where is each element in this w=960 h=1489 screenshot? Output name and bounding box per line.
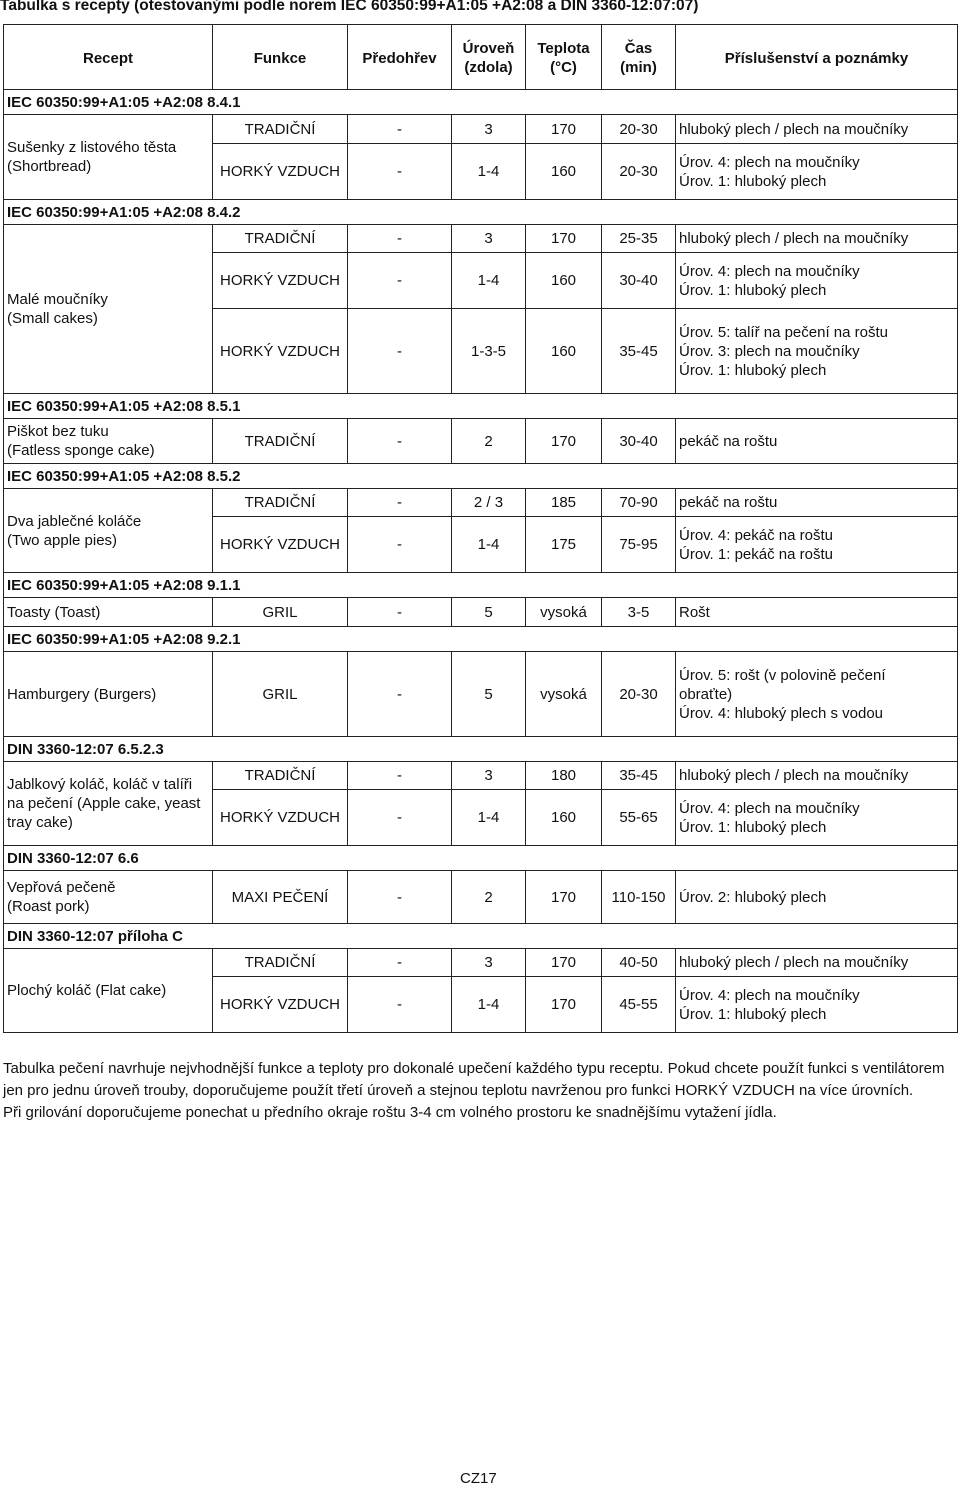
time-cell: 75-95: [602, 517, 676, 573]
note-line: Úrov. 1: hluboký plech: [679, 818, 827, 836]
section-heading-row: [4, 464, 958, 489]
time-cell: 20-30: [602, 115, 676, 144]
function-cell: HORKÝ VZDUCH: [213, 977, 348, 1033]
note-line: obraťte): [679, 685, 733, 703]
table-header-row: [4, 25, 958, 90]
section-heading: DIN 3360-12:07 příloha C: [4, 924, 958, 949]
temperature-cell: 160: [526, 253, 602, 309]
notes-cell: [676, 115, 958, 144]
section-heading: IEC 60350:99+A1:05 +A2:08 8.5.1: [4, 394, 958, 419]
note-line: pekáč na roštu: [679, 432, 778, 450]
recipe-name-line: Toasty (Toast): [7, 603, 101, 621]
recipe-name-line: (Small cakes): [7, 310, 98, 327]
page-title: Tabulka s recepty (otestovanými podle norem IEC 60350:99+A1:05 +A2:08 a DIN 3360-12:07:07): [0, 0, 699, 14]
note-line: Rošt: [679, 603, 710, 621]
preheat-cell: -: [348, 790, 452, 846]
recipe-name-line: Vepřová pečeně: [7, 879, 116, 896]
preheat-cell: -: [348, 977, 452, 1033]
temperature-cell: 185: [526, 489, 602, 517]
footer-notes: [3, 1058, 957, 1124]
recipe-name-line: (Fatless sponge cake): [7, 442, 155, 459]
function-cell: TRADIČNÍ: [213, 419, 348, 464]
note-line: Úrov. 1: hluboký plech: [679, 172, 827, 190]
note-line: Úrov. 1: hluboký plech: [679, 281, 827, 299]
temperature-cell: 175: [526, 517, 602, 573]
level-cell: 2: [452, 419, 526, 464]
level-cell: 1-4: [452, 253, 526, 309]
footer-paragraph: Při grilování doporučujeme ponechat u předního okraje roštu 3-4 cm volného prostoru ke snadnějšímu vytažení jídla.: [3, 1104, 777, 1121]
note-line: hluboký plech / plech na moučníky: [679, 954, 909, 971]
notes-cell: [676, 253, 958, 309]
function-cell: HORKÝ VZDUCH: [213, 144, 348, 200]
recipe-name-line: (Two apple pies): [7, 531, 118, 549]
note-line: Úrov. 3: plech na moučníky: [679, 342, 860, 360]
table-row: [4, 871, 958, 924]
header-predohrev: Předohřev: [348, 25, 452, 90]
time-cell: 45-55: [602, 977, 676, 1033]
recipe-name-line: Jablkový koláč, koláč v talíři: [7, 776, 193, 793]
note-line: pekáč na roštu: [679, 494, 778, 511]
recipe-name-line: (Shortbread): [7, 158, 92, 175]
section-heading-row: [4, 200, 958, 225]
level-cell: 3: [452, 762, 526, 790]
notes-cell: [676, 762, 958, 790]
recipe-name-line: Hamburgery (Burgers): [7, 685, 157, 703]
function-cell: TRADIČNÍ: [213, 489, 348, 517]
time-cell: 40-50: [602, 949, 676, 977]
footer-paragraph: Tabulka pečení navrhuje nejvhodnější funkce a teploty pro dokonalé upečení každého typu receptu. Pokud chcete použít funkci s ventilátorem jen pro jednu úroveň trouby, doporučujeme použít třetí úroveň a stejnou teplotu navrženou pro funkci HORKÝ VZDUCH na více úrovních.: [3, 1060, 945, 1099]
recipe-name: [4, 225, 213, 394]
note-line: Úrov. 4: hluboký plech s vodou: [679, 704, 884, 722]
table-row: [4, 489, 958, 517]
header-uroven: Úroveň (zdola): [452, 25, 526, 90]
time-cell: 20-30: [602, 144, 676, 200]
section-heading-row: [4, 394, 958, 419]
notes-cell: [676, 489, 958, 517]
temperature-cell: vysoká: [526, 598, 602, 627]
note-line: hluboký plech / plech na moučníky: [679, 120, 909, 138]
level-cell: 1-4: [452, 977, 526, 1033]
temperature-cell: 170: [526, 419, 602, 464]
header-cas: Čas (min): [602, 25, 676, 90]
level-cell: 1-4: [452, 517, 526, 573]
level-cell: 2: [452, 871, 526, 924]
function-cell: MAXI PEČENÍ: [213, 871, 348, 924]
section-heading: DIN 3360-12:07 6.6: [4, 846, 958, 871]
table-row: [4, 598, 958, 627]
notes-cell: [676, 977, 958, 1033]
level-cell: 1-3-5: [452, 309, 526, 394]
notes-cell: [676, 144, 958, 200]
recipe-name: [4, 871, 213, 924]
note-line: Úrov. 1: hluboký plech: [679, 1005, 827, 1023]
time-cell: 3-5: [602, 598, 676, 627]
table-row: [4, 115, 958, 144]
recipe-name: [4, 489, 213, 573]
notes-cell: [676, 871, 958, 924]
notes-cell: [676, 949, 958, 977]
preheat-cell: -: [348, 253, 452, 309]
preheat-cell: -: [348, 652, 452, 737]
level-cell: 2 / 3: [452, 489, 526, 517]
level-cell: 1-4: [452, 144, 526, 200]
table-row: [4, 949, 958, 977]
function-cell: TRADIČNÍ: [213, 225, 348, 253]
note-line: Úrov. 1: pekáč na roštu: [679, 545, 833, 563]
recipe-name: [4, 598, 213, 627]
section-heading: DIN 3360-12:07 6.5.2.3: [4, 737, 958, 762]
preheat-cell: -: [348, 144, 452, 200]
temperature-cell: 170: [526, 225, 602, 253]
note-line: Úrov. 4: pekáč na roštu: [679, 526, 833, 544]
preheat-cell: -: [348, 309, 452, 394]
preheat-cell: -: [348, 115, 452, 144]
level-cell: 5: [452, 598, 526, 627]
preheat-cell: -: [348, 517, 452, 573]
time-cell: 110-150: [602, 871, 676, 924]
notes-cell: [676, 652, 958, 737]
recipe-name-line: Piškot bez tuku: [7, 423, 109, 440]
table-row: [4, 419, 958, 464]
header-recept: Recept: [4, 25, 213, 90]
header-prislusenstvi: Příslušenství a poznámky: [676, 25, 958, 90]
temperature-cell: 170: [526, 115, 602, 144]
function-cell: HORKÝ VZDUCH: [213, 790, 348, 846]
notes-cell: [676, 517, 958, 573]
note-line: Úrov. 4: plech na moučníky: [679, 799, 860, 817]
function-cell: TRADIČNÍ: [213, 762, 348, 790]
notes-cell: [676, 419, 958, 464]
preheat-cell: -: [348, 949, 452, 977]
note-line: Úrov. 4: plech na moučníky: [679, 262, 860, 280]
table-row: [4, 652, 958, 737]
time-cell: 20-30: [602, 652, 676, 737]
function-cell: TRADIČNÍ: [213, 115, 348, 144]
section-heading-row: [4, 846, 958, 871]
preheat-cell: -: [348, 225, 452, 253]
time-cell: 55-65: [602, 790, 676, 846]
notes-cell: [676, 225, 958, 253]
page-number: CZ17: [460, 1470, 497, 1487]
recipe-name-line: Plochý koláč (Flat cake): [7, 982, 167, 999]
function-cell: GRIL: [213, 598, 348, 627]
section-heading: IEC 60350:99+A1:05 +A2:08 9.1.1: [4, 573, 958, 598]
note-line: hluboký plech / plech na moučníky: [679, 230, 909, 247]
recipe-table: [3, 24, 958, 1033]
header-funkce: Funkce: [213, 25, 348, 90]
recipe-name-line: tray cake): [7, 814, 73, 831]
preheat-cell: -: [348, 489, 452, 517]
preheat-cell: -: [348, 598, 452, 627]
recipe-name-line: Dva jablečné koláče: [7, 512, 142, 530]
function-cell: TRADIČNÍ: [213, 949, 348, 977]
temperature-cell: 180: [526, 762, 602, 790]
notes-cell: [676, 598, 958, 627]
time-cell: 30-40: [602, 253, 676, 309]
note-line: Úrov. 4: plech na moučníky: [679, 153, 860, 171]
section-heading-row: [4, 737, 958, 762]
table-row: [4, 762, 958, 790]
section-heading-row: [4, 90, 958, 115]
temperature-cell: 160: [526, 144, 602, 200]
section-heading: IEC 60350:99+A1:05 +A2:08 8.4.2: [4, 200, 958, 225]
header-teplota: Teplota (°C): [526, 25, 602, 90]
section-heading-row: [4, 573, 958, 598]
time-cell: 35-45: [602, 762, 676, 790]
function-cell: HORKÝ VZDUCH: [213, 309, 348, 394]
section-heading: IEC 60350:99+A1:05 +A2:08 8.4.1: [4, 90, 958, 115]
notes-cell: [676, 790, 958, 846]
section-heading-row: [4, 924, 958, 949]
recipe-name-line: na pečení (Apple cake, yeast: [7, 795, 201, 812]
recipe-name-line: (Roast pork): [7, 898, 90, 915]
recipe-name: [4, 652, 213, 737]
time-cell: 30-40: [602, 419, 676, 464]
section-heading-row: [4, 627, 958, 652]
temperature-cell: 170: [526, 977, 602, 1033]
note-line: Úrov. 5: rošt (v polovině pečení: [679, 666, 886, 684]
temperature-cell: 170: [526, 949, 602, 977]
recipe-name: [4, 949, 213, 1033]
preheat-cell: -: [348, 419, 452, 464]
recipe-name: [4, 762, 213, 846]
note-line: Úrov. 5: talíř na pečení na roštu: [679, 323, 888, 341]
recipe-name-line: Malé moučníky: [7, 291, 108, 308]
temperature-cell: 160: [526, 790, 602, 846]
temperature-cell: 170: [526, 871, 602, 924]
time-cell: 25-35: [602, 225, 676, 253]
notes-cell: [676, 309, 958, 394]
temperature-cell: 160: [526, 309, 602, 394]
note-line: Úrov. 1: hluboký plech: [679, 361, 827, 379]
preheat-cell: -: [348, 871, 452, 924]
section-heading: IEC 60350:99+A1:05 +A2:08 9.2.1: [4, 627, 958, 652]
table-row: [4, 225, 958, 253]
function-cell: HORKÝ VZDUCH: [213, 253, 348, 309]
level-cell: 3: [452, 949, 526, 977]
level-cell: 1-4: [452, 790, 526, 846]
recipe-name-line: Sušenky z listového těsta: [7, 139, 177, 156]
level-cell: 5: [452, 652, 526, 737]
recipe-name: [4, 115, 213, 200]
temperature-cell: vysoká: [526, 652, 602, 737]
recipe-name: [4, 419, 213, 464]
note-line: hluboký plech / plech na moučníky: [679, 767, 909, 784]
section-heading: IEC 60350:99+A1:05 +A2:08 8.5.2: [4, 464, 958, 489]
function-cell: GRIL: [213, 652, 348, 737]
time-cell: 70-90: [602, 489, 676, 517]
note-line: Úrov. 4: plech na moučníky: [679, 986, 860, 1004]
note-line: Úrov. 2: hluboký plech: [679, 888, 827, 906]
time-cell: 35-45: [602, 309, 676, 394]
preheat-cell: -: [348, 762, 452, 790]
level-cell: 3: [452, 115, 526, 144]
function-cell: HORKÝ VZDUCH: [213, 517, 348, 573]
level-cell: 3: [452, 225, 526, 253]
table-body: [4, 90, 958, 1033]
